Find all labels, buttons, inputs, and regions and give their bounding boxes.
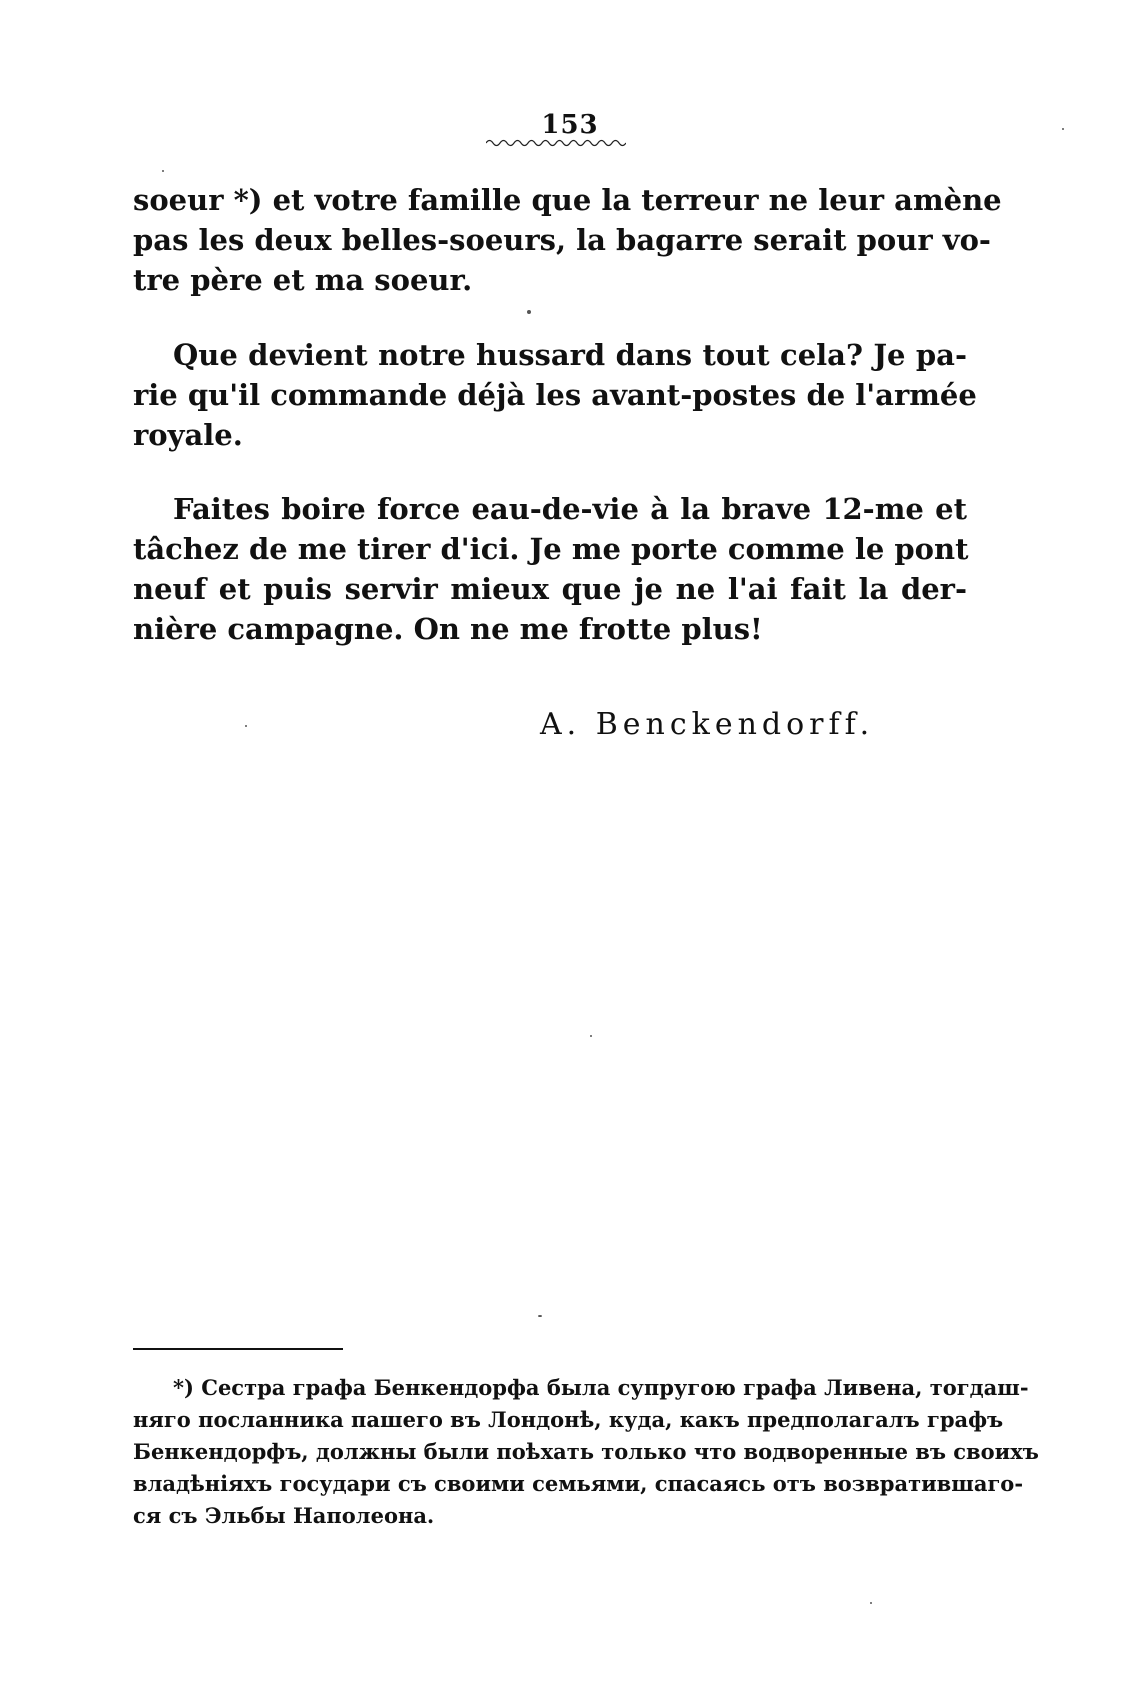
footnote-line: *) Сестра графа Бенкендорфа была супругою графа Ливена, тогдаш- <box>173 1375 1029 1400</box>
footnote-line: ся съ Эльбы Наполеона. <box>133 1503 435 1528</box>
scan-speck <box>538 1315 542 1317</box>
page-number-ornament <box>486 138 626 148</box>
letter-paragraph-2 <box>133 335 977 455</box>
text-line: royale. <box>133 418 243 452</box>
footnote <box>133 1372 1039 1532</box>
scan-speck <box>590 1035 592 1037</box>
scan-speck <box>245 725 247 727</box>
text-line: neuf et puis servir mieux que je ne l'ai fait la der- <box>133 572 967 606</box>
text-line: Que devient notre hussard dans tout cela? Je pa- <box>173 338 967 372</box>
scan-speck <box>162 170 164 172</box>
footnote-line: Бенкендорфъ, должны были поѣхать только что водворенные въ своихъ <box>133 1439 1039 1464</box>
scan-speck <box>527 310 531 314</box>
page-number: 153 <box>541 110 599 140</box>
text-line: tre père et ma soeur. <box>133 263 473 297</box>
scan-speck <box>870 1602 872 1604</box>
letter-paragraph-1 <box>133 180 1002 300</box>
text-line: Faites boire force eau-de-vie à la brave 12-me et <box>173 492 967 526</box>
letter-paragraph-3 <box>133 489 967 649</box>
text-line: soeur *) et votre famille que la terreur ne leur amène <box>133 183 1002 217</box>
footnote-line: няго посланника пашего въ Лондонѣ, куда, какъ предполагалъ графъ <box>133 1407 1004 1432</box>
footnote-divider <box>133 1348 343 1350</box>
signature: A. Benckendorff. <box>540 707 875 742</box>
footnote-line: владѣніяхъ государи съ своими семьями, спасаясь отъ возвратившаго- <box>133 1471 1024 1496</box>
scan-speck <box>1062 128 1064 130</box>
text-line: pas les deux belles-soeurs, la bagarre serait pour vo- <box>133 223 991 257</box>
text-line: rie qu'il commande déjà les avant-postes de l'armée <box>133 378 977 412</box>
text-line: tâchez de me tirer d'ici. Je me porte comme le pont <box>133 532 969 566</box>
text-line: nière campagne. On ne me frotte plus! <box>133 612 763 646</box>
